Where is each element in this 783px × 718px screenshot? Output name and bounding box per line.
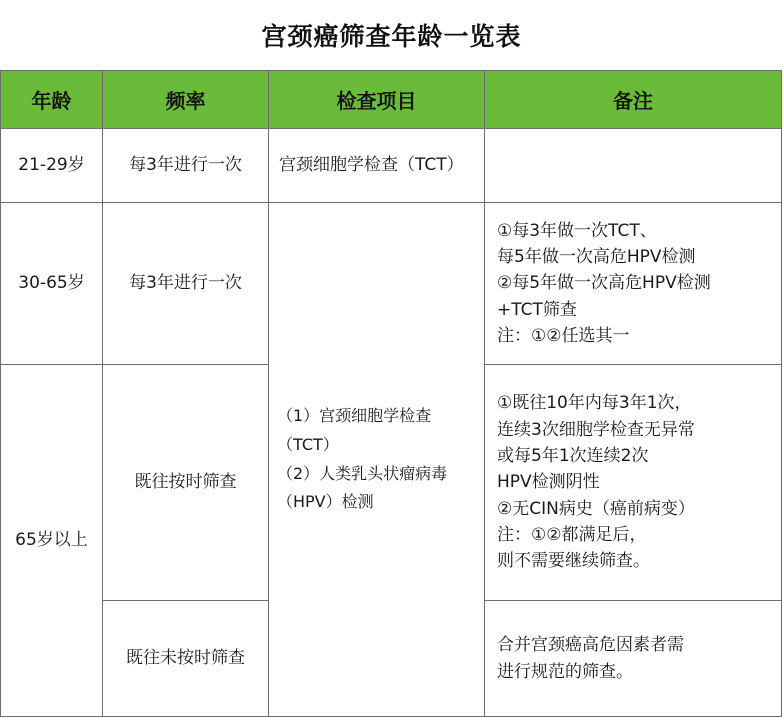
table-row [1, 203, 782, 365]
notes-cell [485, 129, 782, 203]
table-row [1, 129, 782, 203]
screening-table [0, 70, 782, 717]
notes-cell [485, 365, 782, 601]
age-cell: 30-65岁 [1, 203, 103, 365]
exam-line: （HPV）检测 [277, 492, 374, 512]
age-cell: 21-29岁 [1, 129, 103, 203]
exam-cell-shared [269, 203, 485, 717]
note-line: HPV检测阴性 [497, 472, 600, 493]
note-line: +TCT筛查 [497, 299, 577, 320]
page-title: 宫颈癌筛查年龄一览表 [261, 22, 522, 51]
exam-line: （1）宫颈细胞学检查 [277, 405, 432, 425]
note-line: 连续3次细胞学检查无异常 [497, 419, 695, 440]
exam-cell: 宫颈细胞学检查（TCT） [269, 129, 485, 203]
header-notes: 备注 [485, 71, 782, 129]
notes-cell [485, 203, 782, 365]
frequency-cell: 既往未按时筛查 [103, 601, 269, 717]
note-line: 注：①②都满足后， [497, 525, 647, 546]
note-line: 或每5年1次连续2次 [497, 445, 649, 466]
header-age: 年龄 [1, 71, 103, 129]
exam-line: （TCT） [277, 434, 339, 454]
frequency-cell: 每3年进行一次 [103, 203, 269, 365]
note-line: ①既往10年内每3年1次， [497, 393, 692, 414]
header-frequency: 频率 [103, 71, 269, 129]
note-line: 注：①②任选其一 [497, 326, 630, 347]
notes-cell [485, 601, 782, 717]
frequency-cell: 既往按时筛查 [103, 365, 269, 601]
note-line: ①每3年做一次TCT、 [497, 220, 657, 241]
exam-line: （2）人类乳头状瘤病毒 [277, 463, 448, 483]
note-line: ②无CIN病史（癌前病变） [497, 498, 695, 519]
note-line: ②每5年做一次高危HPV检测 [497, 273, 711, 294]
note-line: 合并宫颈癌高危因素者需 [497, 635, 684, 656]
note-line: 则不需要继续筛查。 [497, 551, 650, 572]
note-line: 进行规范的筛查。 [497, 661, 633, 682]
age-cell: 65岁以上 [1, 365, 103, 717]
frequency-cell: 每3年进行一次 [103, 129, 269, 203]
header-exam: 检查项目 [269, 71, 485, 129]
note-line: 每5年做一次高危HPV检测 [497, 246, 696, 267]
header-row [1, 71, 782, 129]
